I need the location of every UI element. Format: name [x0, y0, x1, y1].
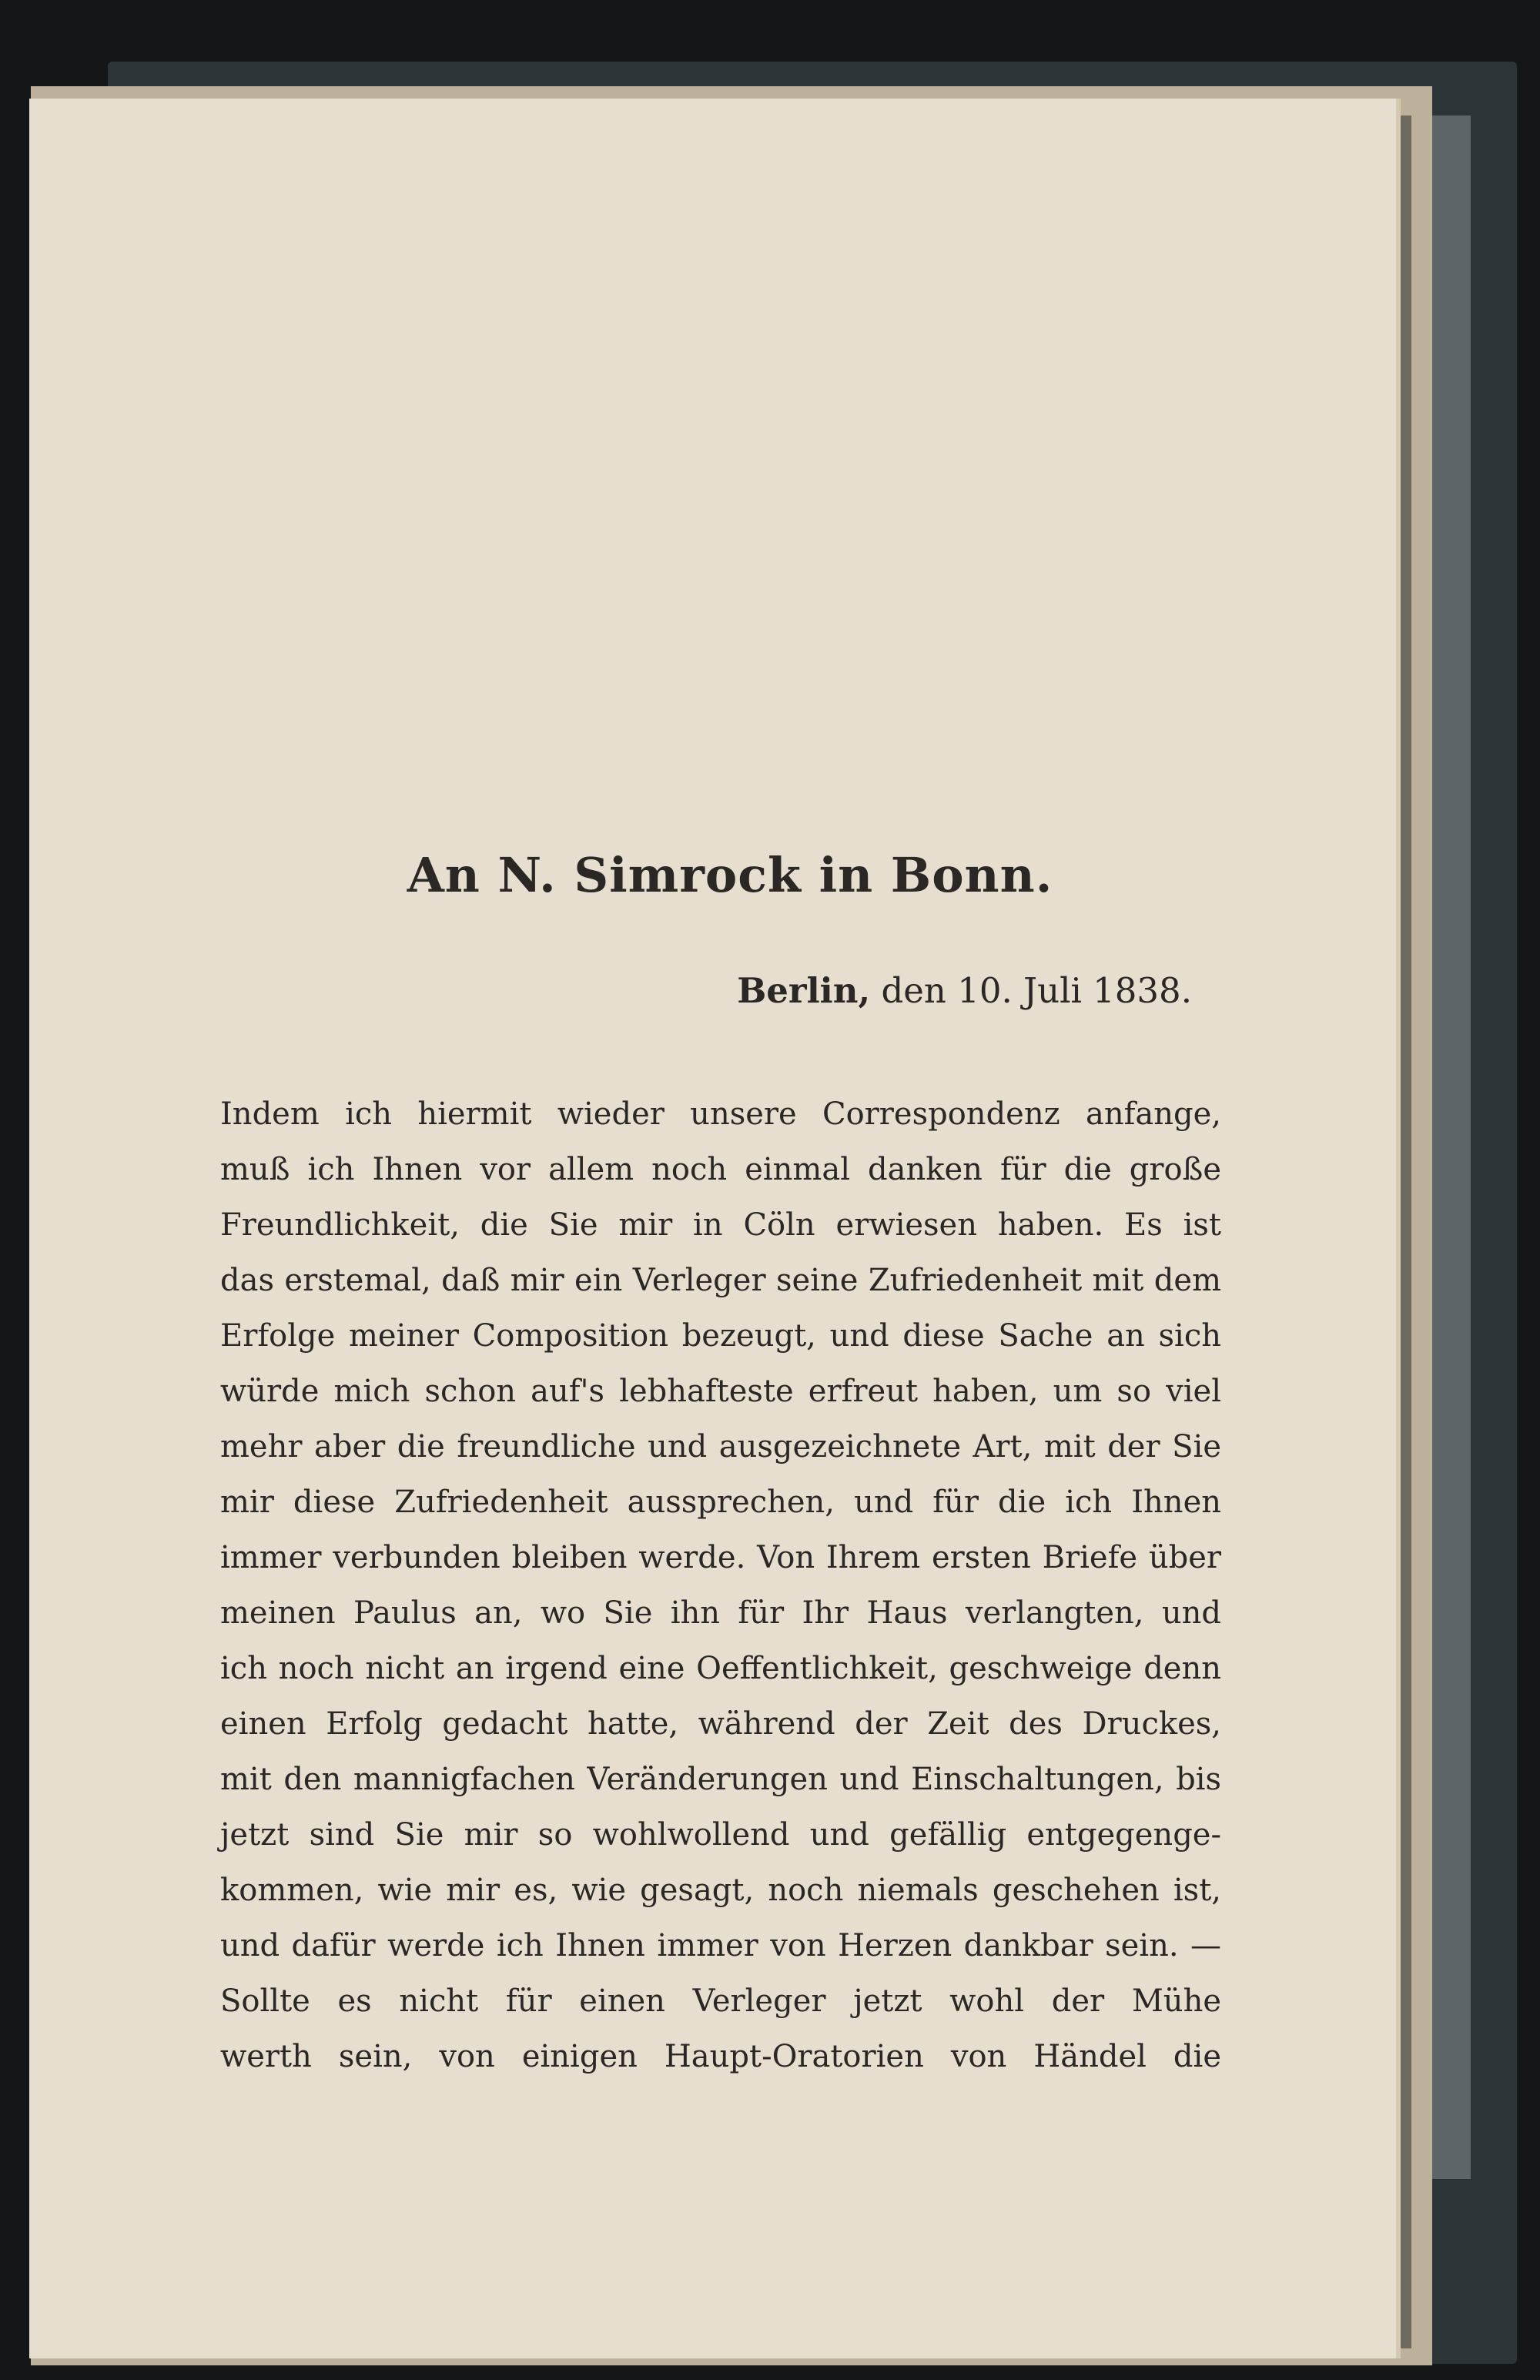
text-line: einen Erfolg gedacht hatte, während der Zeit des Druckes, — [220, 1706, 1221, 1742]
text-line: Sollte es nicht für einen Verleger jetzt wohl der Mühe — [220, 1983, 1221, 2019]
letter-dateline — [29, 970, 1192, 1011]
text-line: Freundlichkeit, die Sie mir in Cöln erwiesen haben. Es ist — [220, 1207, 1221, 1243]
text-line: meinen Paulus an, wo Sie ihn für Ihr Haus verlangten, und — [220, 1595, 1221, 1631]
text-line: jetzt sind Sie mir so wohlwollend und gefällig entgegenge- — [220, 1817, 1221, 1853]
page-fore-edge — [1401, 115, 1411, 2348]
text-line: ich noch nicht an irgend eine Oeffentlichkeit, geschweige denn — [220, 1651, 1221, 1686]
dateline-city: Berlin, — [737, 970, 871, 1011]
text-line: muß ich Ihnen vor allem noch einmal danken für die große — [220, 1152, 1221, 1187]
letter-heading: An N. Simrock in Bonn. — [407, 847, 1053, 903]
text-line: würde mich schon auf's lebhafteste erfreut haben, um so viel — [220, 1374, 1221, 1409]
text-line: und dafür werde ich Ihnen immer von Herzen dankbar sein. — — [220, 1928, 1221, 1963]
text-line: mehr aber die freundliche und ausgezeichnete Art, mit der Sie — [220, 1429, 1221, 1464]
text-line: immer verbunden bleiben werde. Von Ihrem ersten Briefe über — [220, 1540, 1221, 1575]
text-line: das erstemal, daß mir ein Verleger seine Zufriedenheit mit dem — [220, 1263, 1221, 1298]
text-line: Erfolge meiner Composition bezeugt, und diese Sache an sich — [220, 1318, 1221, 1354]
text-line: Indem ich hiermit wieder unsere Correspondenz anfange, — [220, 1096, 1221, 1132]
text-line: mir diese Zufriedenheit aussprechen, und für die ich Ihnen — [220, 1485, 1221, 1520]
text-line: werth sein, von einigen Haupt-Oratorien von Händel die — [220, 2039, 1221, 2074]
letter-body — [220, 1086, 1221, 2084]
text-line: kommen, wie mir es, wie gesagt, noch niemals geschehen ist, — [220, 1873, 1221, 1908]
text-line: mit den mannigfachen Veränderungen und Einschaltungen, bis — [220, 1762, 1221, 1797]
dateline-date: den 10. Juli 1838. — [881, 970, 1192, 1011]
book-page — [29, 99, 1401, 2358]
